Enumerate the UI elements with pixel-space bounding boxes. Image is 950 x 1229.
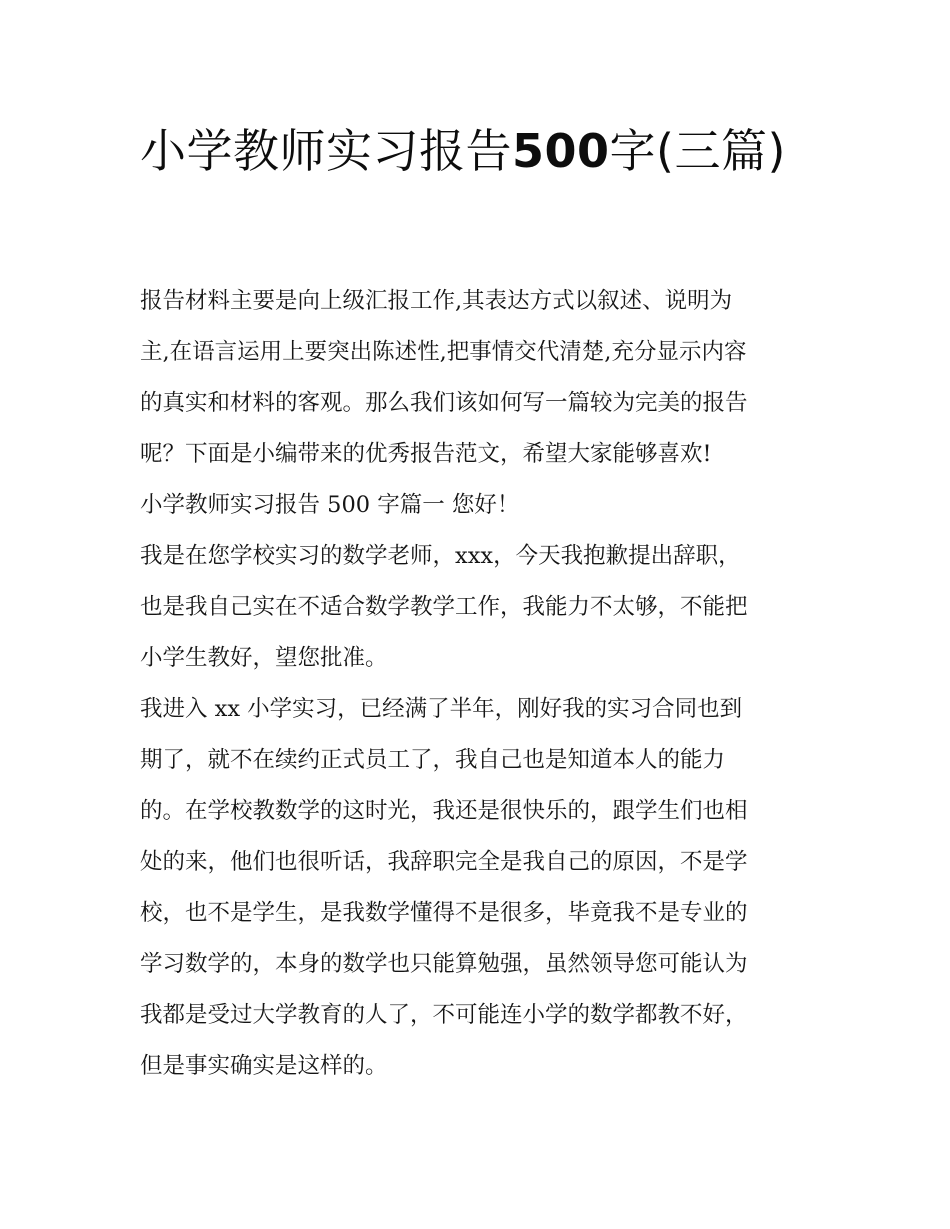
- text-line: 的真实和材料的客观。那么我们该如何写一篇较为完美的报告: [140, 390, 748, 416]
- title-text-before: 小学教师实习报告: [140, 124, 512, 178]
- document-title: [140, 112, 820, 190]
- title-number: 500: [512, 124, 610, 178]
- text-line: 主,在语言运用上要突出陈述性,把事情交代清楚,充分显示内容: [140, 339, 747, 365]
- text-line: 处的来，他们也很听话，我辞职完全是我自己的原因，不是学: [140, 849, 748, 875]
- text-line: 也是我自己实在不适合数学教学工作，我能力不太够，不能把: [140, 594, 748, 620]
- paragraph-reason: [140, 684, 820, 1092]
- title-text-after: 字(三篇): [609, 124, 786, 178]
- text-line: 学习数学的，本身的数学也只能算勉强，虽然领导您可能认为: [140, 951, 748, 977]
- paragraph-intro: [140, 276, 820, 480]
- text-line: 报告材料主要是向上级汇报工作,其表达方式以叙述、说明为: [140, 288, 733, 314]
- text-line: 小学生教好，望您批准。: [140, 645, 388, 671]
- text-line: 我是在您学校实习的数学老师，xxx，今天我抱歉提出辞职，: [140, 543, 741, 569]
- paragraph-section-heading: [140, 480, 820, 531]
- text-line: 校，也不是学生，是我数学懂得不是很多，毕竟我不是专业的: [140, 900, 748, 926]
- paragraph-resignation: [140, 531, 820, 684]
- text-line: 期了，就不在续约正式员工了，我自己也是知道本人的能力: [140, 747, 726, 773]
- text-line: 的。在学校教数学的这时光，我还是很快乐的，跟学生们也相: [140, 798, 748, 824]
- text-line: 呢？下面是小编带来的优秀报告范文，希望大家能够喜欢!: [140, 441, 712, 467]
- document-body: [140, 276, 820, 1092]
- text-line: 但是事实确实是这样的。: [140, 1053, 388, 1079]
- text-line: 我都是受过大学教育的人了，不可能连小学的数学都教不好，: [140, 1002, 748, 1028]
- text-line: 我进入 xx 小学实习，已经满了半年，刚好我的实习合同也到: [140, 696, 743, 722]
- text-line: 小学教师实习报告 500 字篇一 您好！: [140, 492, 520, 518]
